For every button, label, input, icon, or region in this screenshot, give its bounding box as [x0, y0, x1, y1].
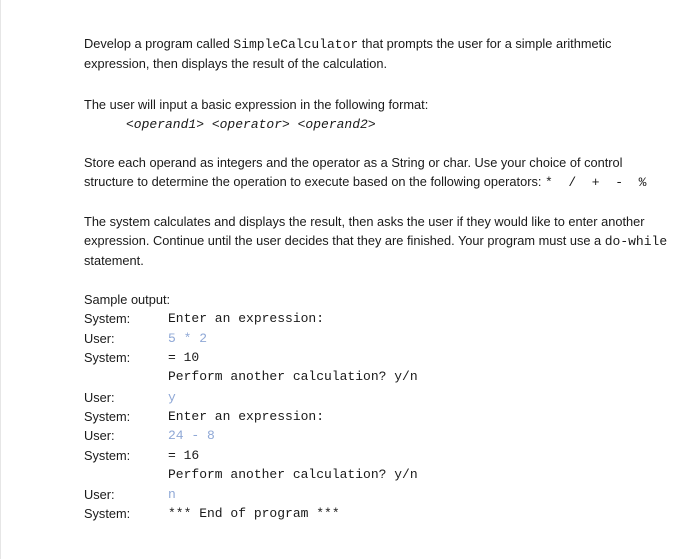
page-edge-divider: [0, 0, 1, 559]
sample-row-value: y: [168, 390, 176, 405]
sample-row-value: = 16: [168, 448, 200, 463]
loop-text-end: statement.: [84, 253, 144, 268]
sample-row-label: System:: [84, 448, 131, 463]
class-name-code: SimpleCalculator: [233, 37, 359, 52]
loop-text-start: The system calculates and displays the result, then asks the user if they would like to enter another expression. Continue until the user decides that they are finished. Your program must use a: [84, 214, 645, 248]
sample-row-label: User:: [84, 331, 115, 346]
sample-row-label: User:: [84, 390, 115, 405]
loop-paragraph: [84, 212, 669, 270]
sample-row-value: 24 - 8: [168, 428, 215, 443]
intro-text-start: Develop a program called: [84, 36, 234, 51]
sample-row-value: Perform another calculation? y/n: [168, 369, 418, 384]
sample-row-value: Enter an expression:: [168, 409, 325, 424]
do-while-code: do-while: [604, 234, 668, 249]
expression-format: <operand1> <operator> <operand2>: [126, 117, 376, 132]
input-format-text: The user will input a basic expression in the following format:: [84, 97, 429, 112]
sample-row-value: Enter an expression:: [168, 311, 325, 326]
sample-row-label: System:: [84, 409, 131, 424]
sample-row-label: System:: [84, 350, 131, 365]
intro-paragraph: [84, 34, 669, 73]
sample-row-label: User:: [84, 428, 115, 443]
sample-row-label: User:: [84, 487, 115, 502]
sample-row-value: 5 * 2: [168, 331, 208, 346]
operand-storage-paragraph: [84, 153, 669, 192]
input-format-paragraph: [84, 95, 669, 114]
sample-output-heading: Sample output:: [84, 292, 171, 307]
operator-list: * / + - %: [544, 175, 647, 190]
intro-text-end: that prompts the user for a simple arithmetic expression, then displays the result of the calculation.: [84, 36, 612, 71]
sample-row-value: *** End of program ***: [168, 506, 340, 521]
operand-storage-text: Store each operand as integers and the operator as a String or char. Use your choice of control structure to determine the operation to execute based on the following operators:: [84, 155, 623, 189]
sample-row-label: System:: [84, 506, 131, 521]
sample-row-value: = 10: [168, 350, 200, 365]
sample-row-value: Perform another calculation? y/n: [168, 467, 418, 482]
sample-row-label: System:: [84, 311, 131, 326]
sample-row-value: n: [168, 487, 176, 502]
